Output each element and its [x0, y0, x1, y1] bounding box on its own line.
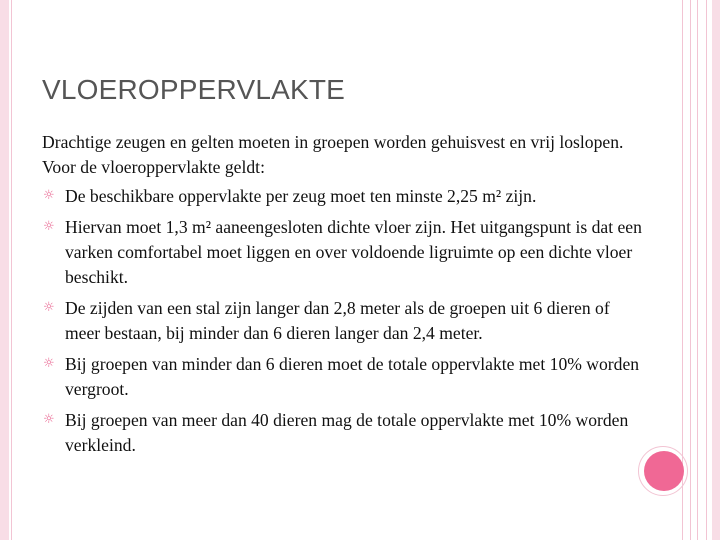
bullet-list — [42, 184, 642, 458]
right-decor-line — [706, 0, 707, 540]
slide-title: VLOEROPPERVLAKTE — [42, 74, 346, 105]
bullet-text: Bij groepen van minder dan 6 dieren moet de totale oppervlakte met 10% worden vergroot. — [65, 354, 640, 399]
right-decor-line — [697, 0, 698, 540]
bullet-text: Bij groepen van meer dan 40 dieren mag de totale oppervlakte met 10% worden verkleind. — [65, 410, 629, 455]
list-item — [42, 408, 642, 458]
sun-bullet-icon: ☼ — [43, 300, 55, 315]
sun-bullet-icon: ☼ — [43, 412, 55, 427]
sun-bullet-icon: ☼ — [43, 356, 55, 371]
bullet-text: De beschikbare oppervlakte per zeug moet ten minste 2,25 m² zijn. — [65, 186, 537, 206]
right-border-band — [712, 0, 720, 540]
list-item — [42, 296, 642, 346]
list-item — [42, 184, 642, 209]
bullet-text: De zijden van een stal zijn langer dan 2,8 meter als de groepen uit 6 dieren of meer bestaan, bij minder dan 6 dieren langer dan 2,4 meter. — [65, 298, 610, 343]
sun-bullet-icon: ☼ — [43, 219, 55, 234]
left-border-line — [11, 0, 12, 540]
right-decor-line — [690, 0, 691, 540]
sun-bullet-icon: ☼ — [43, 188, 55, 203]
bullet-text: Hiervan moet 1,3 m² aaneengesloten dichte vloer zijn. Het uitgangspunt is dat een varken comfortabel moet liggen en over voldoende ligruimte op een dichte vloer beschikt. — [65, 217, 642, 287]
left-border-band — [0, 0, 9, 540]
slide-content — [42, 130, 642, 464]
intro-text: Drachtige zeugen en gelten moeten in groepen worden gehuisvest en vrij loslopen. Voor de vloeroppervlakte geldt: — [42, 132, 624, 177]
list-item — [42, 215, 642, 290]
list-item — [42, 352, 642, 402]
decor-circle-filled — [644, 451, 684, 491]
